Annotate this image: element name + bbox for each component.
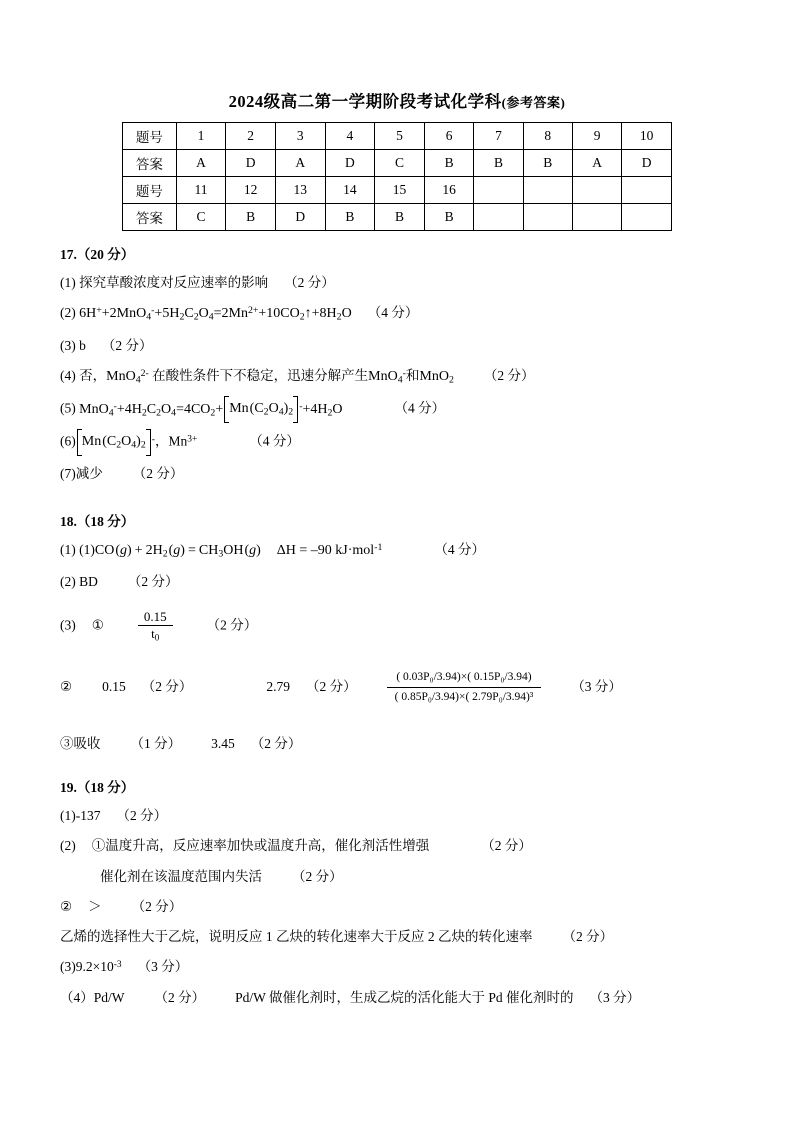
table-cell: 13	[275, 177, 325, 204]
q18-line-4-value-1: 0.15	[102, 678, 126, 694]
q17-item-4: (4) 否，MnO$_4^{2-}$ 在酸性条件下不稳定，迅速分解产生MnO$_4$-和MnO$_2$ （2 分）	[60, 367, 535, 386]
question-17-block	[60, 243, 734, 484]
table-cell: 11	[176, 177, 226, 204]
q17-item-6-score: （4 分）	[249, 433, 300, 449]
table-cell: 15	[375, 177, 425, 204]
table-cell: B	[523, 150, 572, 177]
table-cell	[572, 204, 621, 231]
q17-item-3-score: （2 分）	[101, 337, 153, 353]
q17-item-4-species-3: MnO$_2$	[419, 368, 454, 386]
q18-line-5-value: 3.45	[211, 735, 235, 751]
table-row	[123, 123, 672, 150]
q19-line-6-label: (3)	[60, 959, 76, 975]
q17-item-1-text: 探究草酸浓度对反应速率的影响	[79, 275, 269, 290]
table-cell: 7	[474, 123, 523, 150]
q17-item-1-score: （2 分）	[284, 275, 335, 290]
q19-line-7-label: （4）	[60, 989, 94, 1005]
table-cell: D	[226, 150, 276, 177]
row-label-question: 题号	[123, 123, 177, 150]
table-cell: B	[226, 204, 276, 231]
table-cell	[474, 204, 523, 231]
table-cell: 16	[424, 177, 474, 204]
table-cell: 8	[523, 123, 572, 150]
q19-line-2	[60, 836, 734, 856]
q18-line-2-text: BD	[79, 574, 98, 590]
q19-line-1-text: -137	[75, 808, 101, 824]
q17-item-6: (6) $Mn(C_2O_4)_2^-$，$Mn^{3+}$ （4 分）	[60, 431, 734, 453]
q17-item-4-text-a: 否，	[79, 367, 107, 383]
q17-item-5-label: (5)	[60, 400, 76, 416]
q17-item-7-text: 减少	[75, 465, 103, 481]
table-cell: B	[424, 204, 474, 231]
q17-item-4-score: （2 分）	[483, 367, 535, 383]
q18-line-5-score-2: （2 分）	[250, 735, 302, 751]
table-cell: C	[375, 150, 425, 177]
table-cell	[523, 177, 572, 204]
table-cell	[474, 177, 523, 204]
q18-line-4-value-2: 2.79	[266, 678, 290, 694]
table-cell: B	[325, 204, 375, 231]
table-cell: 4	[325, 123, 375, 150]
question-19-block	[60, 776, 734, 1008]
q17-item-4-label: (4)	[60, 367, 76, 383]
q18-line-3-frac-numerator: 0.15	[138, 609, 173, 626]
q18-line-1-equation: $CO(g) + 2H_2(g) = CH_3OH(g)$	[94, 542, 261, 560]
q17-item-3	[60, 336, 734, 356]
table-cell	[523, 204, 572, 231]
page-title-main: 2024级高二第一学期阶段考试化学科	[228, 92, 502, 111]
table-cell: D	[275, 204, 325, 231]
table-cell: A	[275, 150, 325, 177]
q19-line-4-score: （2 分）	[131, 898, 183, 914]
question-17-heading: 17.（20 分）	[60, 247, 135, 262]
q19-line-5-text: 乙烯的选择性大于乙烷，说明反应 1 乙炔的转化速率大于反应 2 乙炔的转化速率	[60, 929, 533, 945]
table-cell: B	[424, 150, 474, 177]
q17-item-3-text: b	[79, 337, 86, 353]
q19-line-6	[60, 957, 734, 977]
table-cell: 10	[622, 123, 672, 150]
q19-line-7-text-2: Pd/W 做催化剂时，生成乙烷的活化能大于 Pd 催化剂时的	[235, 989, 574, 1005]
q18-line-4-score-2: （2 分）	[305, 678, 357, 694]
q17-item-7	[60, 464, 734, 484]
table-cell: 14	[325, 177, 375, 204]
q18-line-3	[60, 609, 734, 644]
q18-line-5-text: 吸收	[73, 735, 101, 751]
q19-line-3-text: 催化剂在该温度范围内失活	[100, 868, 262, 884]
q17-item-6-label: (6)	[60, 433, 76, 449]
q18-line-1-enthalpy: ΔH = –90 kJ·mol$^{-1}$	[276, 541, 383, 558]
q17-item-2-score: （4 分）	[367, 305, 419, 321]
q19-line-5	[60, 927, 734, 947]
q19-line-3-score: （2 分）	[292, 868, 343, 884]
question-18-heading: 18.（18 分）	[60, 513, 135, 529]
page-title-sub: (参考答案)	[501, 95, 566, 110]
q18-line-1	[60, 540, 734, 562]
q19-line-1	[60, 806, 734, 826]
q19-line-1-label: (1)	[60, 808, 76, 824]
table-row	[123, 204, 672, 231]
table-cell: 1	[176, 123, 226, 150]
q18-line-3-frac-denominator: $t_0$	[151, 625, 160, 643]
q19-line-4-text: ＞	[88, 898, 102, 914]
q18-line-2	[60, 572, 734, 592]
q19-line-7-score-1: （2 分）	[154, 989, 206, 1005]
q18-line-5-marker: ③	[60, 735, 74, 751]
q18-line-1-label: (1)	[60, 541, 76, 557]
table-cell: B	[375, 204, 425, 231]
answer-table	[122, 122, 672, 231]
q18-line-4-score-3: （3 分）	[571, 678, 622, 694]
table-cell: A	[572, 150, 621, 177]
q18-line-4	[60, 668, 734, 708]
q18-line-4-fraction	[387, 668, 542, 708]
q19-line-2-label: (2)	[60, 838, 76, 854]
question-19-heading: 19.（18 分）	[60, 780, 135, 796]
q19-line-7	[60, 988, 734, 1008]
table-cell: B	[474, 150, 523, 177]
q18-line-2-score: （2 分）	[127, 574, 179, 590]
q17-item-6-species: $Mn(C_2O_4)_2^-$	[76, 435, 155, 450]
q19-line-7-score-2: （3 分）	[589, 989, 641, 1005]
q19-line-2-marker: ①	[91, 838, 106, 854]
q17-item-2-label: (2)	[60, 305, 76, 321]
q17-item-4-species-1: MnO$_4^{2-}$	[106, 367, 149, 386]
q17-item-4-text-b: 在酸性条件下不稳定，迅速分解产生	[152, 367, 369, 383]
table-cell: A	[176, 150, 226, 177]
q17-item-2-equation: $6H^++2MnO_4^-+5H_2C_2O_4=2Mn^{2+}+10CO_2↑+8H_2O$	[79, 305, 352, 323]
q19-line-4-marker: ②	[60, 898, 73, 914]
q18-line-4-frac-denominator: ( 0.85P₀/3.94)×( 2.79P₀/3.94)³	[394, 691, 534, 704]
q19-line-6-text: 9.2×10	[75, 959, 114, 975]
question-18-block	[60, 510, 734, 754]
q18-line-3-fraction	[138, 609, 173, 644]
q19-line-2-score: （2 分）	[481, 838, 532, 854]
q17-item-1	[60, 273, 734, 293]
q19-line-7-text: Pd/W	[93, 989, 125, 1005]
q17-item-5-equation: $MnO_4^-+4H_2C_2O_4=4CO_2+ Mn(C_2O_4)_2^-+4H_2O$	[79, 402, 342, 417]
row-label-question: 题号	[123, 177, 177, 204]
q19-line-6-score: （3 分）	[137, 959, 189, 975]
table-cell	[622, 204, 672, 231]
q18-line-1-score: （4 分）	[434, 541, 485, 557]
table-cell: 9	[572, 123, 621, 150]
q18-line-3-score: （2 分）	[206, 617, 258, 633]
q18-line-3-marker: ①	[91, 617, 104, 633]
table-cell: 6	[424, 123, 474, 150]
q19-line-6-sup: -3	[113, 960, 122, 971]
q17-item-1-label: (1)	[60, 275, 76, 290]
q19-line-1-score: （2 分）	[116, 808, 168, 824]
q19-line-4	[60, 897, 734, 917]
table-row	[123, 177, 672, 204]
row-label-answer: 答案	[123, 150, 177, 177]
q18-line-3-label: (3)	[60, 617, 76, 633]
q17-item-6-text: ，Mn	[154, 433, 188, 449]
q18-line-4-frac-numerator: ( 0.03P₀/3.94)×( 0.15P₀/3.94)	[387, 668, 542, 689]
q19-line-3	[100, 867, 734, 887]
q19-line-5-score: （2 分）	[562, 929, 614, 945]
q17-item-5	[60, 398, 734, 421]
table-cell: C	[176, 204, 226, 231]
table-cell: 2	[226, 123, 276, 150]
q18-line-2-label: (2)	[60, 574, 76, 590]
q18-line-1-inner-label: (1)	[79, 541, 95, 557]
q18-line-4-score-1: （2 分）	[141, 678, 193, 694]
table-cell: 12	[226, 177, 276, 204]
table-cell	[622, 177, 672, 204]
row-label-answer: 答案	[123, 204, 177, 231]
q18-line-5-score-1: （1 分）	[130, 735, 182, 751]
table-cell: D	[325, 150, 375, 177]
table-cell: 5	[375, 123, 425, 150]
q17-item-3-label: (3)	[60, 337, 76, 353]
q17-item-2	[60, 303, 734, 325]
q18-line-5	[60, 734, 734, 754]
q17-item-5-score: （4 分）	[394, 400, 446, 416]
table-cell: 3	[275, 123, 325, 150]
table-cell: D	[622, 150, 672, 177]
page-title	[60, 88, 734, 112]
table-cell	[572, 177, 621, 204]
q17-item-7-label: (7)	[60, 465, 76, 481]
q19-line-2-text: 温度升高，反应速率加快或温度升高，催化剂活性增强	[105, 838, 430, 854]
table-row	[123, 150, 672, 177]
q18-line-4-marker: ②	[60, 678, 73, 694]
q17-item-7-score: （2 分）	[132, 465, 184, 481]
q17-item-4-species-2: MnO$_4$-	[368, 367, 406, 386]
